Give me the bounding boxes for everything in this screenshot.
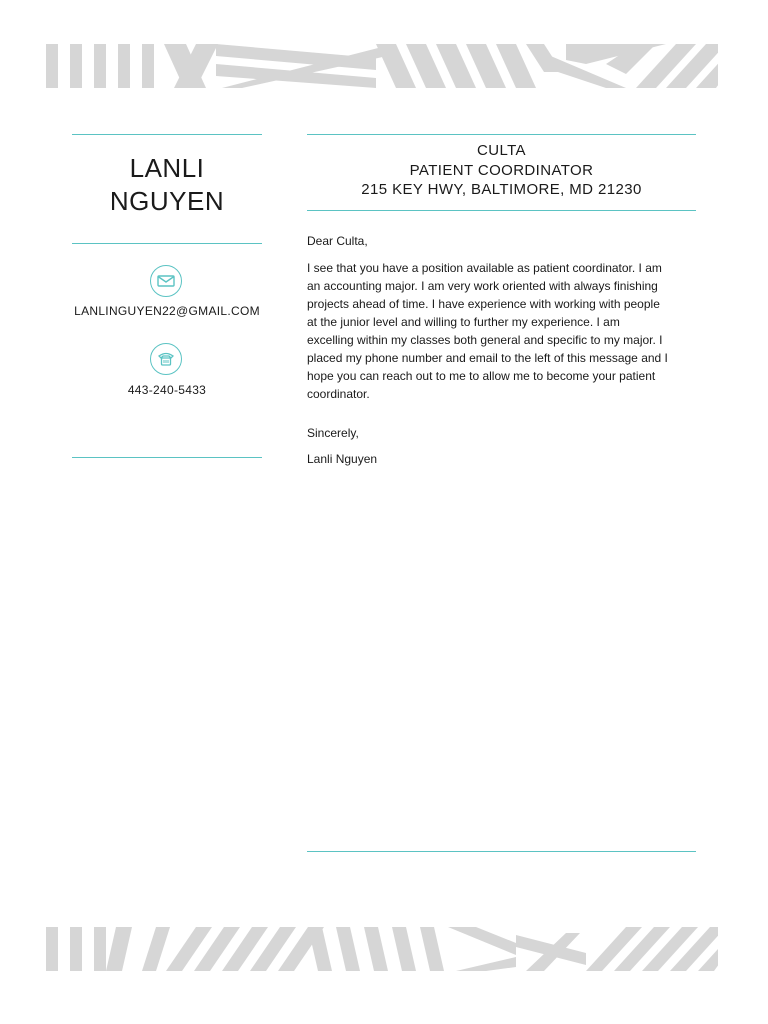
email-address: LANLINGUYEN22@GMAIL.COM xyxy=(74,304,260,318)
letter-body-line: coordinator. xyxy=(307,387,370,401)
letter-signature: Lanli Nguyen xyxy=(307,452,378,466)
envelope-icon xyxy=(150,265,182,297)
bottom-stripe-band xyxy=(46,927,718,971)
left-rule-top xyxy=(72,134,262,135)
left-rule-bottom xyxy=(72,457,262,458)
left-rule-middle xyxy=(72,243,262,244)
recipient-address: 215 KEY HWY, BALTIMORE, MD 21230 xyxy=(361,181,642,198)
right-rule-header-bottom xyxy=(307,210,696,211)
right-rule-top xyxy=(307,134,696,135)
sender-last-name: NGUYEN xyxy=(109,186,225,216)
letter-body-line: an accounting major. I am very work oriented with always finishing xyxy=(307,279,658,293)
letter-body-line: hope you can reach out to me to allow me to become your patient xyxy=(307,369,656,383)
phone-number: 443-240-5433 xyxy=(127,383,207,397)
letter-body-line: projects ahead of time. I have experience with working with people xyxy=(307,297,660,311)
sender-first-name: LANLI xyxy=(129,153,205,183)
letter-body-line: I see that you have a position available as patient coordinator. I am xyxy=(307,261,662,275)
letter-body-line: excelling within my classes both general and specific to my major. I xyxy=(307,333,663,347)
letter-body-line: placed my phone number and email to the left of this message and I xyxy=(307,351,668,365)
right-rule-footer xyxy=(307,851,696,852)
letter-greeting: Dear Culta, xyxy=(307,234,368,248)
letter-closing: Sincerely, xyxy=(307,426,359,440)
sender-name xyxy=(72,152,262,218)
recipient-company: CULTA xyxy=(477,142,526,159)
telephone-icon xyxy=(150,343,182,375)
letter-body-line: at the junior level and willing to further my experience. I am xyxy=(307,315,620,329)
top-stripe-band xyxy=(46,44,718,88)
letter-body xyxy=(307,259,693,403)
recipient-position: PATIENT COORDINATOR xyxy=(409,162,594,179)
